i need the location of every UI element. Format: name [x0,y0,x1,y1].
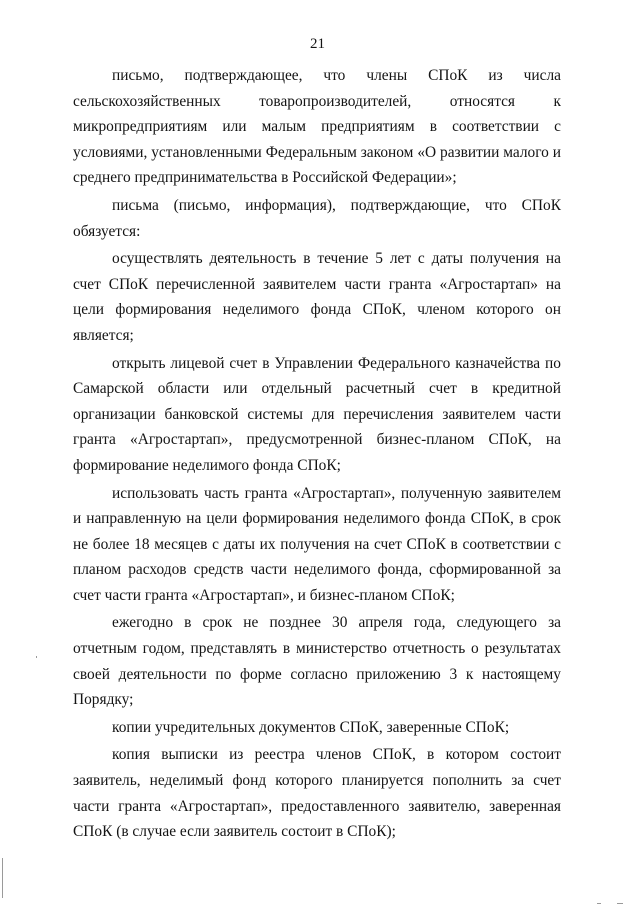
paragraph-letter-members-small-enterprises: письмо, подтверждающее, что члены СПоК из числа сельскохозяйственных товаропроизводителей, относятся к микропредприятиям или малым предприятиям в соответствии с условиями, установленными Федеральным законом «О развитии малого и среднего предпринимательства в Российской Федерации»; [73,67,561,187]
paragraph-open-account: открыть лицевой счет в Управлении Федерального казначейства по Самарской области или отдельный расчетный счет в кредитной организации банковской системы для перечисления заявителем части гранта «Агростартап», предусмотренной бизнес-планом СПоК, на формирование неделимого фонда СПоК; [73,354,561,474]
paragraph-letters-spok-obligations: письма (письмо, информация), подтверждающие, что СПоК обязуется: [73,196,561,240]
paragraph-annual-report: ежегодно в срок не позднее 30 апреля года, следующего за отчетным годом, представлять в министерство отчетность о результатах своей деятельности по форме согласно приложению 3 к настоящему Порядку; [73,614,561,709]
scan-edge-mark-left [2,858,3,898]
paragraph-members-register-extract: копия выписки из реестра членов СПоК, в котором состоит заявитель, неделимый фонд которого планируется пополнить за счет части гранта «Агростартап», предоставленного заявителю, заверенная СПоК (в случае если заявитель состоит в СПоК); [73,746,561,841]
scan-speck-left [36,656,37,658]
paragraph-founding-documents: копии учредительных документов СПоК, заверенные СПоК; [112,718,510,736]
paragraph-use-grant-part: использовать часть гранта «Агростартап», полученную заявителем и направленную на цели формирования неделимого фонда СПоК, в срок не более 18 месяцев с даты их получения на счет СПоК в соответствии с планом расходов средств части неделимого фонда, сформированной за счет части гранта «Агростартап», и бизнес-планом СПоК; [73,484,561,604]
paragraph-activity-five-years: осуществлять деятельность в течение 5 лет с даты получения на счет СПоК перечисленной заявителем части гранта «Агростартап» на цели формирования неделимого фонда СПоК, членом которого он является; [73,250,561,344]
page-number: 21 [310,36,325,52]
document-body [73,63,561,845]
scan-speck-bottom-right-1 [597,903,601,904]
scan-speck-bottom-right-2 [617,903,623,904]
